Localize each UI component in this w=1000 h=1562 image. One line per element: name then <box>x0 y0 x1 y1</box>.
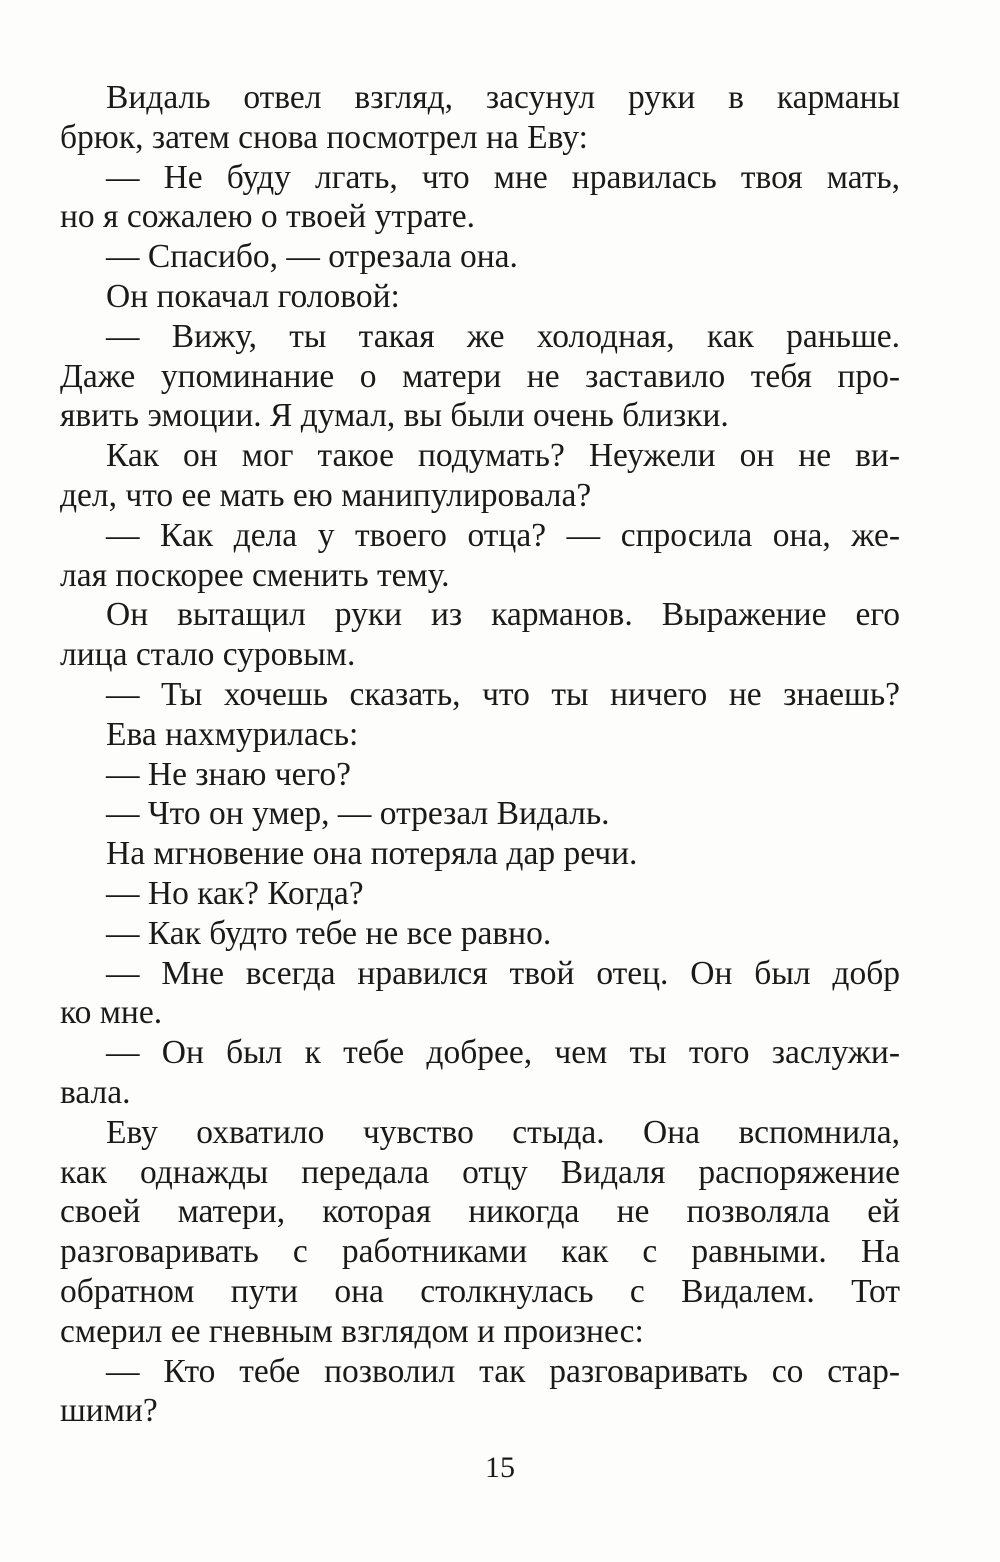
text-line: — Что он умер, — отрезал Видаль. <box>106 795 610 833</box>
text-line: — Спасибо, — отрезала она. <box>106 238 518 276</box>
text-line: Он покачал головой: <box>106 277 400 315</box>
text-line: вала. <box>60 1073 131 1111</box>
text-line: Он вытащил руки из карманов. Выражение его <box>106 596 900 634</box>
text-line: ко мне. <box>60 994 163 1032</box>
text-line: Как он мог такое подумать? Неужели он не ви- <box>106 437 900 475</box>
text-line: — Как дела у твоего отца? — спросила она, же- <box>106 516 900 554</box>
text-line: — Мне всегда нравился твой отец. Он был добр <box>106 954 900 992</box>
page-number: 15 <box>485 1451 515 1484</box>
text-line: шими? <box>60 1392 158 1430</box>
text-line: На мгновение она потеряла дар речи. <box>106 835 638 873</box>
text-line: — Он был к тебе добрее, чем ты того заслужи- <box>106 1034 900 1072</box>
text-line: — Вижу, ты такая же холодная, как раньше. <box>106 317 900 355</box>
text-line: лица стало суровым. <box>60 636 356 674</box>
text-line: — Но как? Когда? <box>106 874 364 912</box>
text-line: как однажды передала отцу Видаля распоряжение <box>60 1153 900 1191</box>
text-line: явить эмоции. Я думал, вы были очень близки. <box>60 397 729 435</box>
text-line: лая поскорее сменить тему. <box>60 556 450 594</box>
text-line: разговаривать с работниками как с равными. На <box>60 1233 900 1271</box>
text-line: дел, что ее мать ею манипулировала? <box>60 476 592 514</box>
text-line: — Не буду лгать, что мне нравилась твоя мать, <box>106 158 900 196</box>
text-line: — Как будто тебе не все равно. <box>106 914 552 952</box>
text-line: — Ты хочешь сказать, что ты ничего не знаешь? <box>106 675 900 713</box>
text-line: Даже упоминание о матери не заставило тебя про- <box>60 357 900 395</box>
text-line: — Кто тебе позволил так разговаривать со стар- <box>106 1352 900 1390</box>
text-line: Ева нахмурилась: <box>106 715 359 753</box>
page-body-text <box>60 78 900 1431</box>
text-line: брюк, затем снова посмотрел на Еву: <box>60 118 588 156</box>
text-line: Еву охватило чувство стыда. Она вспомнила, <box>106 1113 900 1151</box>
text-line: своей матери, которая никогда не позволяла ей <box>60 1193 900 1231</box>
text-line: но я сожалею о твоей утрате. <box>60 198 476 236</box>
text-line: Видаль отвел взгляд, засунул руки в карманы <box>106 79 900 116</box>
text-line: обратном пути она столкнулась с Видалем. Тот <box>60 1272 900 1310</box>
text-line: смерил ее гневным взглядом и произнес: <box>60 1312 644 1350</box>
text-line: — Не знаю чего? <box>106 755 351 793</box>
